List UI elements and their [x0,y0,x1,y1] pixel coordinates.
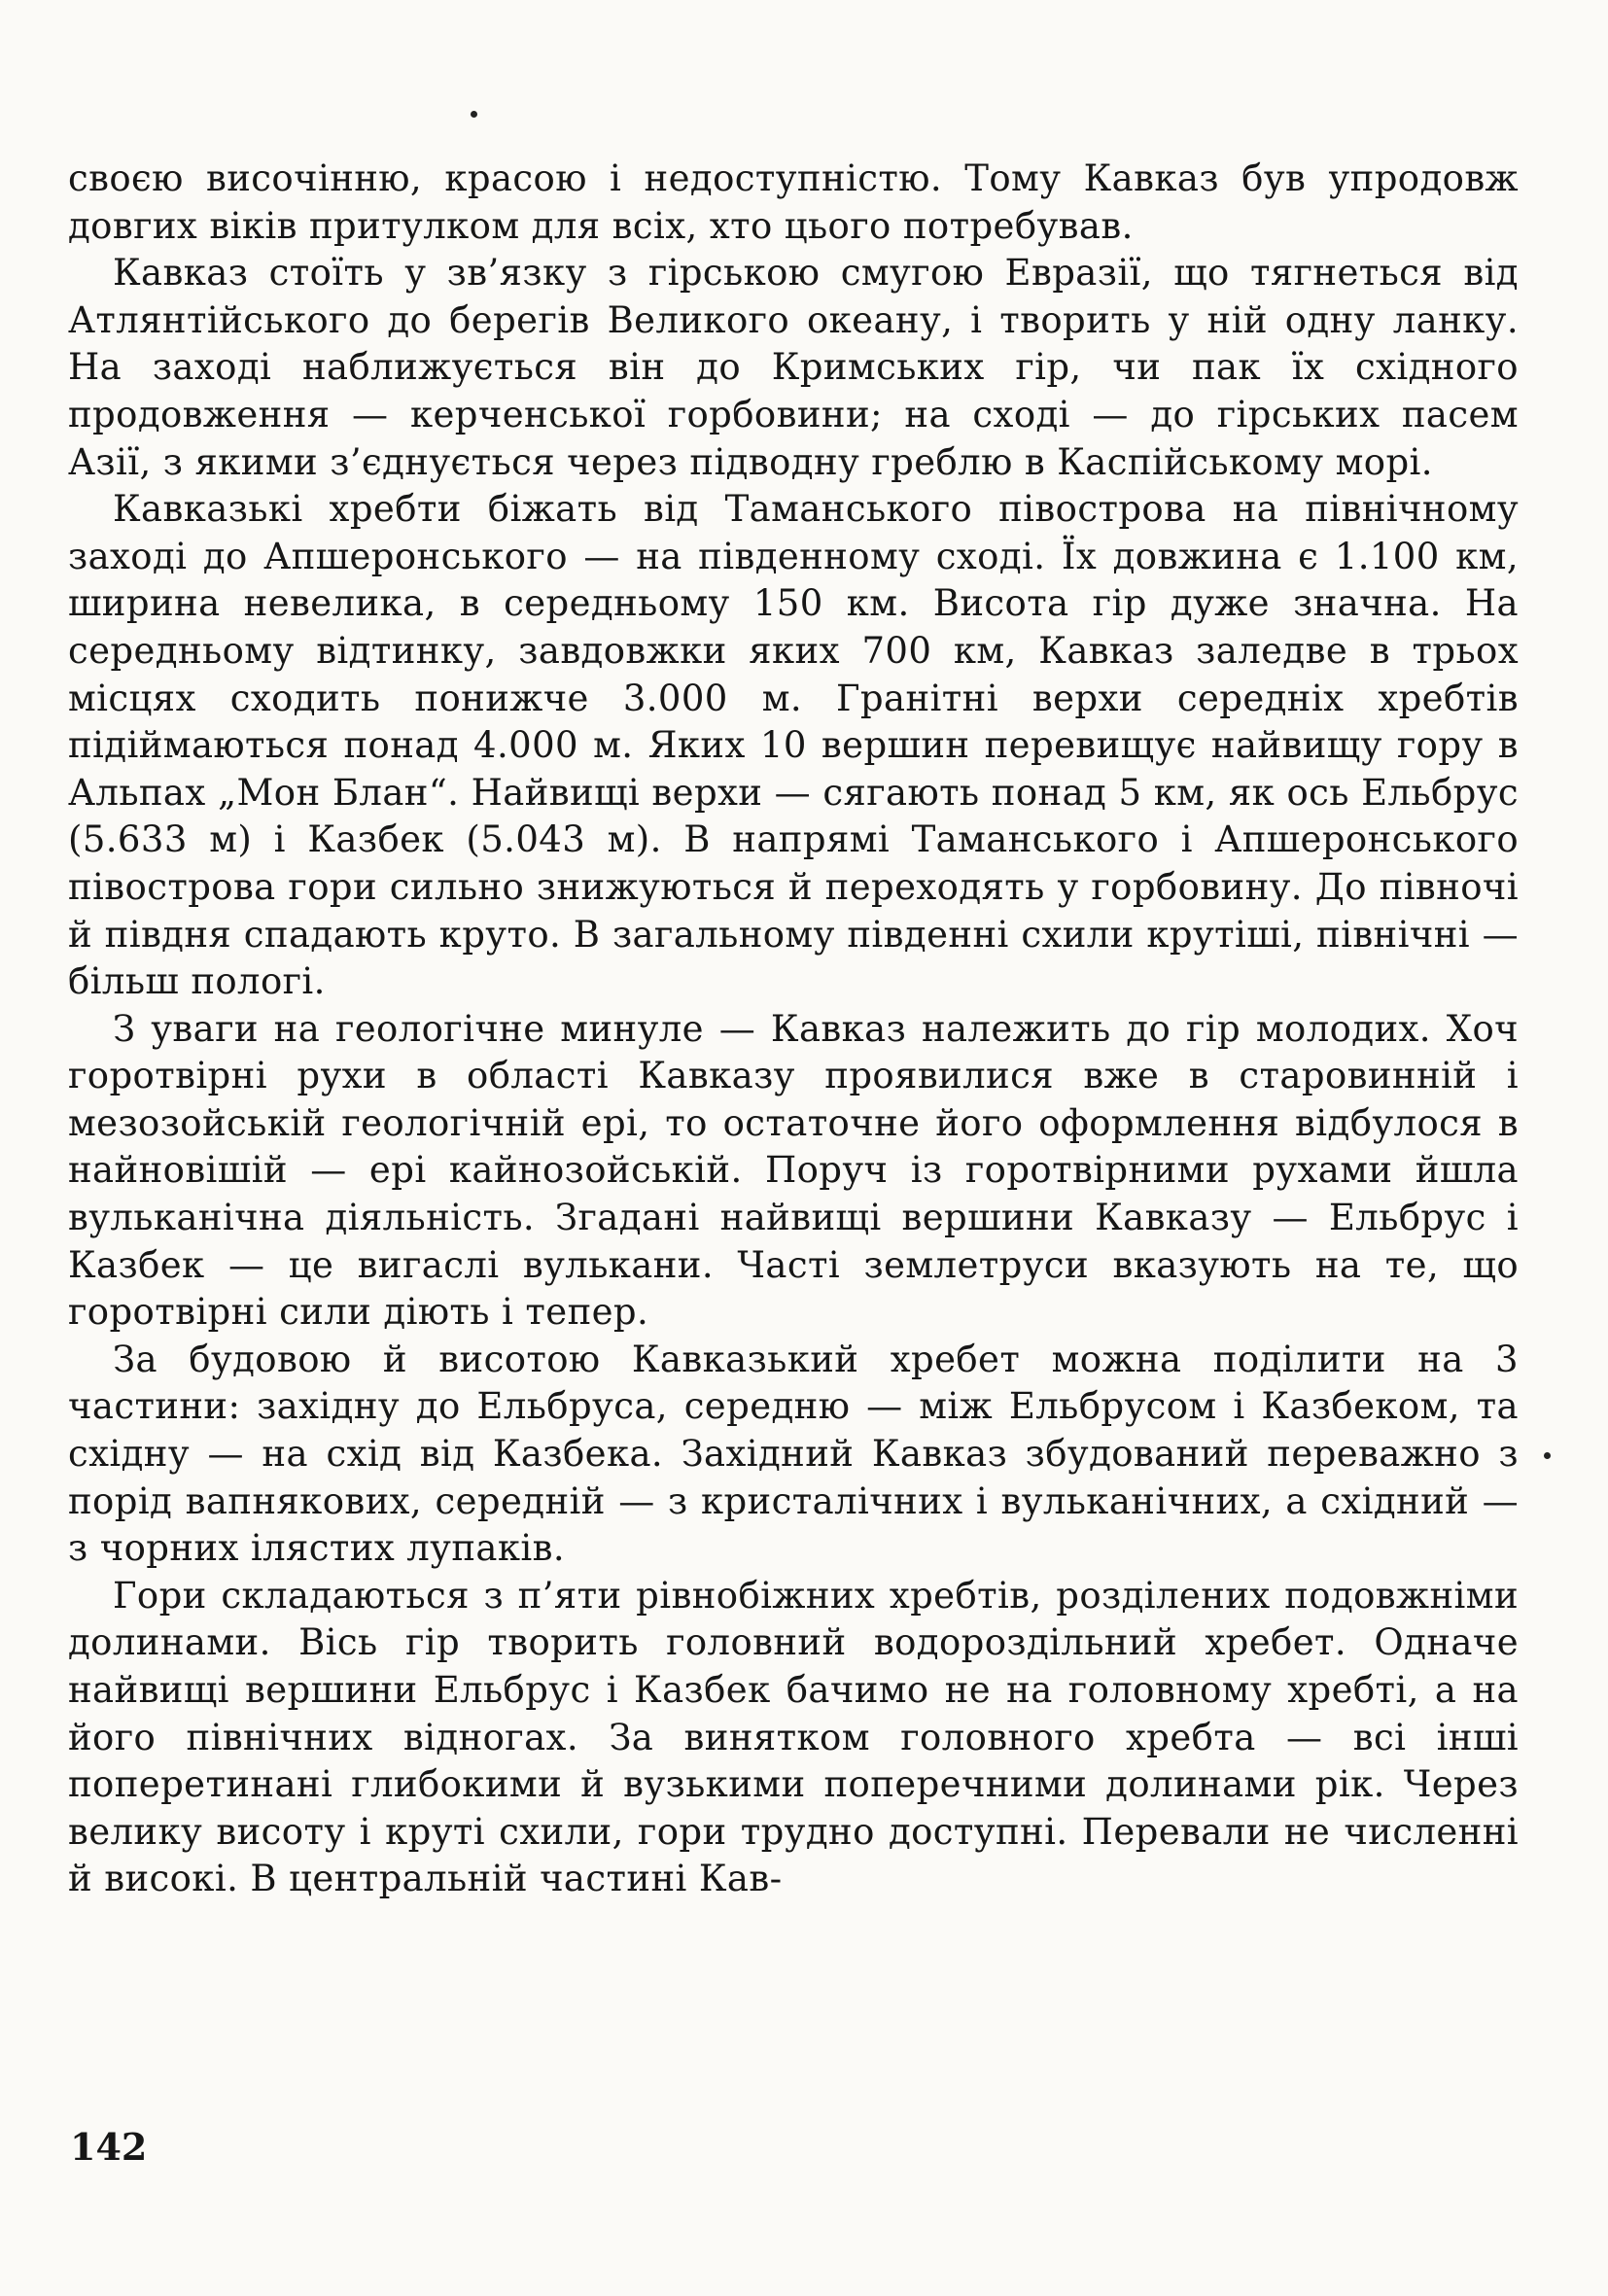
paragraph-1: своєю височінню, красою і недоступністю. Тому Кавказ був упродовж довгих віків притулком для всіх, хто цього потребував. [68,157,1519,247]
ink-speck [471,111,477,118]
paragraph-6: Гори складаються з п’яти рівнобіжних хребтів, розділених подовжніми долинами. Вісь гір творить головний водороздільний хребет. Одначе найвищі вершини Ельбрус і Казбек бачимо не на головному хребті, а на його північних відногах. За винятком головного хребта — всі інші поперетинані глибокими й вузькими поперечними долинами рік. Через велику висоту і круті схили, гори трудно доступні. Перевали не численні й високі. В центральній частині Кав- [68,1574,1519,1900]
ink-speck [1544,1452,1551,1459]
paragraph-2: Кавказ стоїть у зв’язку з гірською смугою Евразії, що тягнеться від Атлянтійського до берегів Великого океану, і творить у ній одну ланку. На заході наближується він до Кримських гір, чи пак їх східного продовження — керченської горбовини; на сході — до гірських пасем Азії, з якими з’єднується через підводну греблю в Каспійському морі. [68,252,1519,483]
body-text [68,156,1519,1903]
paragraph-5: За будовою й висотою Кавказький хребет можна поділити на 3 частини: західну до Ельбруса, середню — між Ельбрусом і Казбеком, та східну — на схід від Казбека. Західний Кавказ збудований переважно з порід вапнякових, середній — з кристалічних і вульканічних, а східний — з чорних ілястих лупаків. [68,1338,1519,1570]
page-number: 142 [70,2125,148,2169]
paragraph-3: Кавказькі хребти біжать від Таманського півострова на північному заході до Апшеронського — на південному сході. Їх довжина є 1.100 км, ширина невелика, в середньому 150 км. Висота гір дуже значна. На середньому відтинку, завдовжки яких 700 км, Кавказ заледве в трьох місцях сходить понижче 3.000 м. Гранітні верхи середніх хребтів підіймаються понад 4.000 м. Яких 10 вершин перевищує найвищу гору в Альпах „Мон Блан“. Найвищі верхи — сягають понад 5 км, як ось Ельбрус (5.633 м) і Казбек (5.043 м). В напрямі Таманського і Апшеронського півострова гори сильно знижуються й переходять у горбовину. До півночі й півдня спадають круто. В загальному південні схили крутіші, північні — більш пологі. [68,488,1519,1003]
paragraph-4: З уваги на геологічне минуле — Кавказ належить до гір молодих. Хоч горотвірні рухи в області Кавказу проявилися вже в старовинній і мезозойській геологічній ері, то остаточне його оформлення відбулося в найновішій — ері кайнозойській. Поруч із горотвірними рухами йшла вульканічна діяльність. Згадані найвищі вершини Кавказу — Ельбрус і Казбек — це вигаслі вулькани. Часті землетруси вказують на те, що горотвірні сили діють і тепер. [68,1007,1519,1334]
